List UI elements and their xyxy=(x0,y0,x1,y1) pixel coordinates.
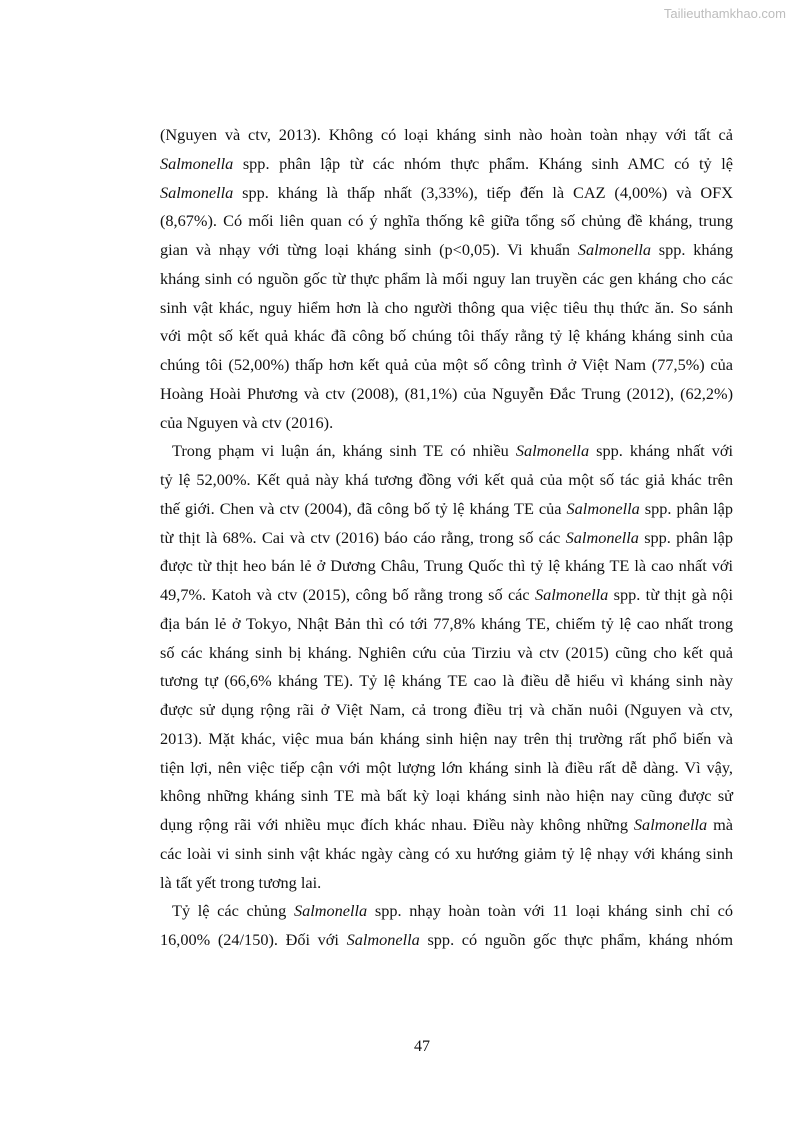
text-line: tỷ lệ 52,00%. Kết quả này khá tương đồng với kết quả của một số tác giả khác trên xyxy=(160,470,733,489)
text-line: Trong phạm vi luận án, kháng sinh TE có nhiều Salmonella spp. kháng nhất với xyxy=(172,441,733,461)
text-line: của Nguyen và ctv (2016). xyxy=(160,412,334,432)
paragraph xyxy=(160,897,733,955)
text-line: Hoàng Hoài Phương và ctv (2008), (81,1%) của Nguyễn Đắc Trung (2012), (62,2%) xyxy=(160,383,733,403)
text-line: Salmonella spp. kháng là thấp nhất (3,33%), tiếp đến là CAZ (4,00%) và OFX xyxy=(160,182,733,202)
text-line: dụng rộng rãi với nhiều mục đích khác nhau. Điều này không những Salmonella mà xyxy=(160,815,733,834)
paragraph xyxy=(160,121,733,437)
text-line: tương tự (66,6% kháng TE). Tỷ lệ kháng TE cao là điều dễ hiểu vì kháng sinh này xyxy=(160,671,733,691)
text-line: tiện lợi, nên việc tiếp cận với một lượng lớn kháng sinh là điều rất dễ dàng. Vì vậy, xyxy=(160,757,733,777)
text-line: kháng sinh có nguồn gốc từ thực phẩm là mối nguy lan truyền các gen kháng cho các xyxy=(160,268,733,288)
text-line: là tất yết trong tương lai. xyxy=(160,872,322,892)
text-line: gian và nhạy với từng loại kháng sinh (p<0,05). Vi khuẩn Salmonella spp. kháng xyxy=(160,240,734,259)
text-line: 49,7%. Katoh và ctv (2015), công bố rằng trong số các Salmonella spp. từ thịt gà nội xyxy=(160,585,733,604)
text-line: thế giới. Chen và ctv (2004), đã công bố tỷ lệ kháng TE của Salmonella spp. phân lập xyxy=(160,498,733,518)
text-line: không những kháng sinh TE mà bất kỳ loại kháng sinh nào hiện nay cũng được sử xyxy=(160,786,733,806)
text-line: (8,67%). Có mối liên quan có ý nghĩa thống kê giữa tổng số chủng đề kháng, trung xyxy=(160,211,733,231)
watermark: Tailieuthamkhao.com xyxy=(663,6,786,21)
text-line: Salmonella spp. phân lập từ các nhóm thực phẩm. Kháng sinh AMC có tỷ lệ xyxy=(160,153,733,173)
paragraph xyxy=(160,437,733,897)
text-line: với một số kết quả khác đã công bố chúng tôi thấy rằng tỷ lệ kháng kháng sinh của xyxy=(160,326,733,346)
text-line: địa bán lẻ ở Tokyo, Nhật Bản thì có tới 77,8% kháng TE, chiếm tỷ lệ cao nhất trong xyxy=(160,613,733,633)
text-line: (Nguyen và ctv, 2013). Không có loại kháng sinh nào hoàn toàn nhạy với tất cả xyxy=(160,125,733,144)
text-line: được từ thịt heo bán lẻ ở Dương Châu, Trung Quốc thì tỷ lệ kháng TE là cao nhất với xyxy=(160,556,733,576)
text-line: sinh vật khác, nguy hiểm hơn là cho người thông qua việc tiêu thụ thức ăn. So sánh xyxy=(160,297,733,317)
text-line: 16,00% (24/150). Đối với Salmonella spp. có nguồn gốc thực phẩm, kháng nhóm xyxy=(160,930,733,949)
text-line: 2013). Mặt khác, việc mua bán kháng sinh hiện nay trên thị trường rất phổ biến và xyxy=(160,728,733,748)
text-line: Tỷ lệ các chủng Salmonella spp. nhạy hoàn toàn với 11 loại kháng sinh chỉ có xyxy=(172,901,733,921)
text-line: chúng tôi (52,00%) thấp hơn kết quả của một số công trình ở Việt Nam (77,5%) của xyxy=(160,355,733,374)
text-line: được sử dụng rộng rãi ở Việt Nam, cả trong điều trị và chăn nuôi (Nguyen và ctv, xyxy=(160,700,733,719)
page-number: 47 xyxy=(414,1038,430,1055)
text-line: số các kháng sinh bị kháng. Nghiên cứu của Tirziu và ctv (2015) cũng cho kết quả xyxy=(160,642,733,662)
text-line: từ thịt là 68%. Cai và ctv (2016) báo cáo rằng, trong số các Salmonella spp. phân lập xyxy=(160,527,733,547)
text-line: các loài vi sinh sinh vật khác ngày càng có xu hướng giảm tỷ lệ nhạy với kháng sinh xyxy=(160,843,733,863)
document-body xyxy=(160,121,733,955)
